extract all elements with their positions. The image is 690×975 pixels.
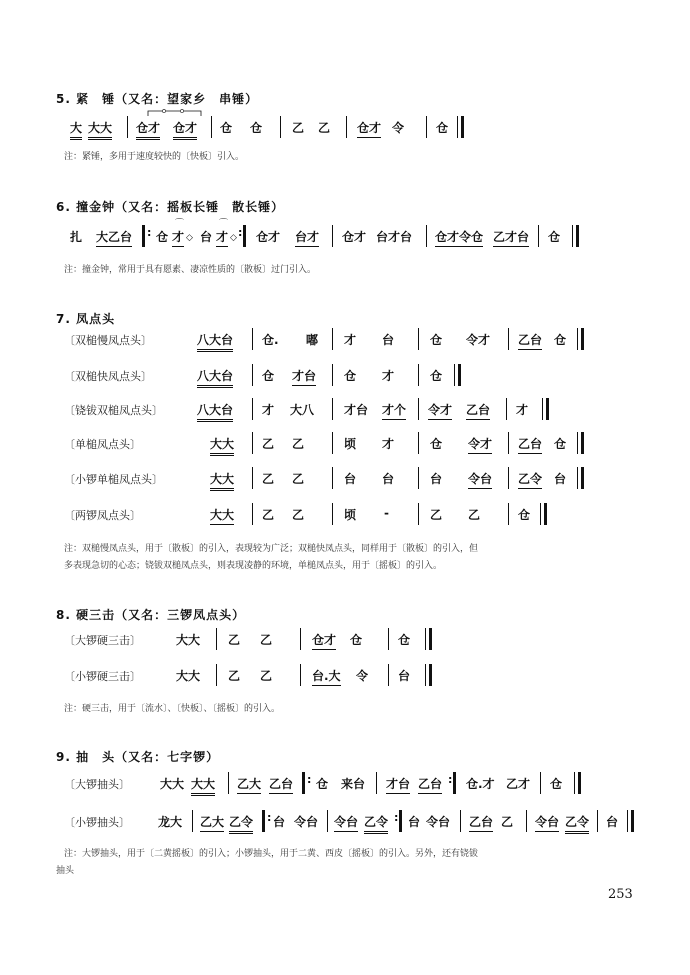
beat: 令 <box>392 121 405 135</box>
barline <box>388 664 389 686</box>
barline <box>418 364 419 386</box>
barline <box>252 364 253 386</box>
beat: 乙 <box>292 508 305 522</box>
beat: 大 <box>70 119 82 140</box>
final-barline <box>458 364 461 386</box>
beat: 大八 <box>290 403 315 417</box>
beat: 乙 <box>468 508 481 522</box>
beat: 仓.才 <box>466 777 495 791</box>
repeat-start-bar <box>142 225 145 247</box>
beat: 大大 <box>176 669 201 683</box>
beat: 八大台 <box>197 331 233 352</box>
beat: 乙台 <box>418 775 442 794</box>
beat: 仓 <box>350 633 363 647</box>
barline <box>418 398 419 420</box>
row-label: 〔两锣凤点头〕 <box>64 509 141 522</box>
row-label: 〔单槌凤点头〕 <box>64 438 141 451</box>
beat: 乙台 <box>469 813 493 832</box>
repeat-dots: : <box>238 226 243 239</box>
beat: 乙 <box>262 437 275 451</box>
row-label: 〔双槌快凤点头〕 <box>64 370 152 383</box>
barline <box>332 503 333 525</box>
barline <box>252 503 253 525</box>
beat: 乙台 <box>466 401 490 420</box>
barline <box>332 364 333 386</box>
beat: 嘟 <box>306 333 319 347</box>
beat: 仓 <box>262 369 275 383</box>
barline <box>597 810 598 832</box>
beat: 令才 <box>468 435 492 454</box>
beat: 大大 <box>191 775 215 796</box>
beat: 乙 <box>292 121 305 135</box>
beat: 乙台 <box>518 331 542 350</box>
final-barline <box>581 432 584 454</box>
barline <box>577 328 578 350</box>
beat: 仓 <box>250 121 263 135</box>
barline <box>540 503 541 525</box>
beat: 才台 <box>292 367 316 386</box>
barline <box>252 328 253 350</box>
beat: 台 <box>382 333 395 347</box>
page-number: 253 <box>608 887 633 902</box>
beat: 台 <box>200 230 213 244</box>
beat: 令台 <box>294 815 319 829</box>
beat: 才 <box>216 228 228 247</box>
barline <box>526 810 527 832</box>
beat: 仓才 <box>342 230 367 244</box>
beat: 台 <box>430 472 443 486</box>
beat: 仓 <box>430 333 443 347</box>
barline <box>460 810 461 832</box>
barline <box>425 664 426 686</box>
repeat-start-bar <box>302 772 305 794</box>
fermata-icon: ⌒ <box>219 219 229 229</box>
row-label: 〔大锣硬三击〕 <box>64 634 141 647</box>
beat: 乙大 <box>200 813 224 832</box>
beat: 台 <box>554 472 567 486</box>
barline <box>538 225 539 247</box>
beat: 仓 <box>554 437 567 451</box>
beat: 扎 <box>70 230 83 244</box>
beat: 仓 <box>220 121 233 135</box>
repeat-end-bar <box>453 772 456 794</box>
beat: 令 <box>356 669 369 683</box>
mute-mark-icon: ◇ <box>230 233 237 243</box>
barline <box>577 432 578 454</box>
beat: 乙才台 <box>493 228 529 247</box>
beat: 乙 <box>260 669 273 683</box>
beat: 顷 <box>344 508 357 522</box>
beat: 大大 <box>210 435 234 456</box>
beat: 龙大 <box>158 815 183 829</box>
beat: 乙 <box>292 437 305 451</box>
repeat-dots: : <box>394 811 399 824</box>
repeat-start-bar <box>262 810 265 832</box>
barline <box>508 467 509 489</box>
beat: 乙 <box>501 815 514 829</box>
barline <box>327 810 328 832</box>
beat: 乙 <box>228 669 241 683</box>
barline <box>540 772 541 794</box>
barline <box>426 225 427 247</box>
beat: 仓 <box>550 777 563 791</box>
barline <box>418 503 419 525</box>
barline <box>542 398 543 420</box>
note: 注：硬三击，用于〔流水〕、〔快板〕、〔摇板〕的引入。 <box>64 704 281 714</box>
note: 注：紧锤，多用于速度较快的〔快板〕引入。 <box>64 152 245 162</box>
barline <box>388 628 389 650</box>
beat: 仓才 <box>312 631 336 650</box>
beat: 才 <box>516 403 529 417</box>
beat: 台.大 <box>312 667 341 686</box>
beat: 台 <box>382 472 395 486</box>
beat: 大大 <box>176 633 201 647</box>
beat: 乙 <box>228 633 241 647</box>
beat: 仓才 <box>357 119 381 138</box>
barline <box>216 628 217 650</box>
section-title: 8. 硬三击（又名：三锣凤点头） <box>56 608 246 622</box>
row-label: 〔小锣硬三击〕 <box>64 670 141 683</box>
beat: 乙大 <box>237 775 261 794</box>
barline <box>508 432 509 454</box>
beat: 仓 <box>430 437 443 451</box>
note: 多表现急切的心态；铙钹双槌凤点头，则表现凌静的环境，单槌凤点头，用于〔摇板〕的引入。 <box>64 561 443 571</box>
beat: 仓 <box>344 369 357 383</box>
barline <box>332 225 333 247</box>
beat: 才 <box>172 228 184 247</box>
repeat-dots: : <box>448 773 453 786</box>
barline <box>216 664 217 686</box>
beat: 仓才 <box>173 119 197 140</box>
beat: 仓 <box>430 369 443 383</box>
beat: 仓才令仓 <box>435 228 483 247</box>
beat: 乙令 <box>518 470 542 489</box>
beat: 乙 <box>292 472 305 486</box>
beat: 乙令 <box>229 813 253 834</box>
barline <box>627 810 628 832</box>
beat: 仓 <box>398 633 411 647</box>
beat: 乙令 <box>364 813 388 834</box>
barline <box>332 398 333 420</box>
beat: 台 <box>273 815 286 829</box>
beat: 台才 <box>295 228 319 247</box>
row-label: 〔双槌慢凤点头〕 <box>64 334 152 347</box>
beat: 才 <box>262 403 275 417</box>
beat: 大大 <box>88 119 112 140</box>
repeat-dots: : <box>267 811 272 824</box>
repeat-end-bar <box>243 225 246 247</box>
note: 注：大锣抽头，用于〔二黄摇板〕的引入；小锣抽头，用于二黄、西皮〔摇板〕的引入。另外，还有铙钹 <box>64 849 479 859</box>
beat: 大大 <box>160 777 185 791</box>
final-barline <box>429 664 432 686</box>
beat: 乙台 <box>269 775 293 794</box>
barline <box>252 398 253 420</box>
barline <box>192 810 193 832</box>
beat: 乙 <box>262 508 275 522</box>
beat: 大大 <box>210 470 234 491</box>
beat: 才台 <box>344 403 369 417</box>
beat: 乙 <box>430 508 443 522</box>
beat: 仓才 <box>136 119 160 140</box>
barline <box>332 467 333 489</box>
barline <box>506 398 507 420</box>
final-barline <box>581 467 584 489</box>
beat: 八大台 <box>197 401 233 422</box>
fermata-icon: ⌒ <box>175 219 185 229</box>
repeat-dots: : <box>147 226 152 239</box>
beat: 令才 <box>428 401 452 420</box>
row-label: 〔小锣单槌凤点头〕 <box>64 473 163 486</box>
beat: 令台 <box>334 813 358 832</box>
beat: 仓 <box>518 508 531 522</box>
repeat-end-bar <box>399 810 402 832</box>
barline <box>300 628 301 650</box>
beat: 台 <box>398 669 411 683</box>
slur <box>146 108 206 118</box>
barline <box>332 328 333 350</box>
beat: 台 <box>344 472 357 486</box>
beat: 才 <box>344 333 357 347</box>
beat: 台 <box>606 815 619 829</box>
barline <box>425 628 426 650</box>
barline <box>376 772 377 794</box>
barline <box>426 116 427 138</box>
beat: 八大台 <box>197 367 233 388</box>
final-barline <box>576 225 579 247</box>
beat: 顷 <box>344 437 357 451</box>
beat: 仓 <box>548 230 561 244</box>
section-title: 5. 紧 锤（又名：望家乡 串锤） <box>56 92 259 106</box>
barline <box>418 467 419 489</box>
barline <box>127 116 128 138</box>
beat: 才个 <box>382 401 406 420</box>
barline <box>346 116 347 138</box>
beat: 才 <box>382 369 395 383</box>
beat: 大乙台 <box>96 228 132 247</box>
barline <box>300 664 301 686</box>
barline <box>508 328 509 350</box>
barline <box>228 772 229 794</box>
section-title: 6. 撞金钟（又名：摇板长锤 散长锤） <box>56 200 285 214</box>
beat: 来台 <box>341 777 366 791</box>
barline <box>572 225 573 247</box>
barline <box>418 432 419 454</box>
beat: 仓才 <box>256 230 281 244</box>
final-barline <box>578 772 581 794</box>
beat: 台 <box>408 815 421 829</box>
beat: 仓 <box>436 121 449 135</box>
barline <box>508 503 509 525</box>
barline <box>332 432 333 454</box>
beat: 仓 <box>156 230 169 244</box>
note: 注：撞金钟，常用于具有愿素、凄凉性质的〔散板〕过门引入。 <box>64 265 317 275</box>
barline <box>211 116 212 138</box>
beat: 大大 <box>210 506 234 525</box>
section-title: 7. 凤点头 <box>56 312 116 326</box>
beat: 仓 <box>316 777 329 791</box>
beat: - <box>384 506 389 520</box>
repeat-dots: : <box>307 773 312 786</box>
barline <box>418 328 419 350</box>
note: 抽头 <box>56 866 75 876</box>
beat: 乙 <box>262 472 275 486</box>
barline <box>454 364 455 386</box>
row-label: 〔小锣抽头〕 <box>64 816 130 829</box>
final-barline <box>546 398 549 420</box>
beat: 令台 <box>468 470 492 489</box>
final-barline <box>581 328 584 350</box>
beat: 才 <box>382 437 395 451</box>
final-barline <box>429 628 432 650</box>
barline <box>252 467 253 489</box>
final-barline <box>461 116 464 138</box>
beat: 仓 <box>554 333 567 347</box>
barline <box>252 432 253 454</box>
beat: 才台 <box>386 775 410 794</box>
row-label: 〔铙钹双槌凤点头〕 <box>64 404 163 417</box>
beat: 乙令 <box>565 813 589 834</box>
beat: 台才台 <box>376 230 413 244</box>
barline <box>280 116 281 138</box>
note: 注：双槌慢凤点头，用于〔散板〕的引入，表现较为广泛；双槌快凤点头，同样用于〔散板〕的引入，但 <box>64 544 479 554</box>
beat: 乙 <box>260 633 273 647</box>
section-title: 9. 抽 头（又名：七字锣） <box>56 750 220 764</box>
row-label: 〔大锣抽头〕 <box>64 778 130 791</box>
barline <box>457 116 458 138</box>
beat: 乙 <box>318 121 331 135</box>
beat: 令台 <box>426 815 451 829</box>
beat: 乙台 <box>518 435 542 454</box>
beat: 令才 <box>466 333 491 347</box>
final-barline <box>544 503 547 525</box>
final-barline <box>631 810 634 832</box>
barline <box>577 467 578 489</box>
beat: 令台 <box>535 813 559 832</box>
beat: 仓. <box>262 333 279 347</box>
mute-mark-icon: ◇ <box>186 233 193 243</box>
barline <box>574 772 575 794</box>
beat: 乙才 <box>506 777 531 791</box>
